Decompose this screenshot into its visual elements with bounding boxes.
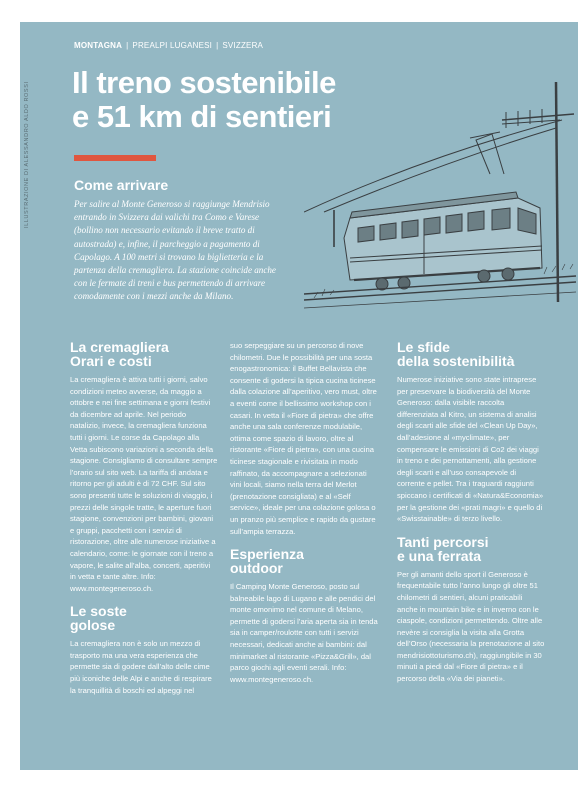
heading-percorsi-line-1: Tanti percorsi (397, 533, 489, 550)
heading-soste (70, 604, 218, 632)
heading-percorsi (397, 535, 545, 563)
heading-percorsi-line-2: e una ferrata (397, 547, 482, 564)
breadcrumb: MONTAGNA | PREALPI LUGANESI | SVIZZERA (74, 41, 264, 50)
paragraph-soste-continued: suo serpeggiare su un percorso di nove chilometri. Due le possibilità per una sosta enogastronomica: il Buffet Bellavista che consente di godersi la tipica cucina ticinese dalla colazione all’aperitivo, vero must, oltre a eventi come il bellissimo workshop con i casari. In vetta il «Fiore di pietra» che offre anche una sala conferenze modulabile, ottima come spazio di lavoro, oltre al ristorante «Fiore di pietra», con una cucina ticinese stagionale e rivisitata in modo raffinato, da accompagnare a selezionati vini locali, siamo nella terra del Merlot (prenotazione consigliata) e al «Self service», ideale per una colazione golosa o un pranzo più semplice e rapido da gustare sull’ampia terrazza. (230, 341, 377, 536)
heading-sostenibilita-line-1: Le sfide (397, 339, 450, 355)
rack-railway-train-sketch-icon (304, 62, 576, 312)
heading-cremagliera-line-2: Orari e costi (70, 353, 152, 369)
breadcrumb-country: SVIZZERA (222, 41, 264, 50)
paragraph-cremagliera: La cremagliera è attiva tutti i giorni, salvo condizioni meteo avverse, da maggio a ottobre e nei fine settimana e giorni festivi da dicembre ad aprile. Nel periodo natalizio, invece, la cremagliera funziona tutti i giorni. Le corse da Capolago alla Vetta subiscono variazioni a seconda della stagione. Consigliamo di consultare sempre l’orario sul sito web. La tariffa di andata e ritorno per gli adulti è di 72 CHF. Sul sito sono presenti tutte le soluzioni di viaggio, i prezzi delle singole tratte, le aperture fuori stagione, convenzioni per bambini, giovani e gruppi, pacchetti con i servizi di ristorazione, oltre alle numerose iniziative a calendario, come: le giornate con il treno a vapore, le salite all’alba, concerti, aperitivi in vetta e tante altre. Info: www.montegeneroso.ch. (70, 375, 218, 593)
paragraph-soste: La cremagliera non è solo un mezzo di trasporto ma una vera esperienza che permette sia di godere dall’alto delle cime più iconiche delle Alpi e anche di respirare la tranquillità di boschi ed alpeggi nel (70, 639, 212, 695)
column-2 (230, 340, 378, 695)
breadcrumb-area: PREALPI LUGANESI (132, 41, 213, 50)
paragraph-outdoor: Il Camping Monte Generoso, posto sul balneabile lago di Lugano e alle pendici del monte omonimo nel comune di Melano, permette di godersi l’aria aperta sia in tenda sia in camper/roulotte con tutti i servizi necessari, dedicati anche ai bambini: dal minimarket al ristorante «Pizza&Grill», dal parco giochi agli eventi serali. Info: www.montegeneroso.ch. (230, 582, 378, 684)
accent-bar (74, 155, 156, 161)
heading-outdoor-line-2: outdoor (230, 560, 283, 577)
paragraph-sostenibilita: Numerose iniziative sono state intraprese per preservare la biodiversità del Monte Generoso: dalla visibile raccolta differenziata al Kitro, un sistema di analisi degli scarti alle sfide del «Clean Up Day», dall’adesione al «myclimate», per compensare le emissioni di Co2 dei viaggi in treno e dei pernottamenti, alla gestione degli scarti e all’uso consapevole di corrente e pellet. Tra i traguardi raggiunti spiccano i certificati di «Natura&Economia» per la gestione dei «prati magri» e quello di «Swisstainable» di terzo livello. (397, 375, 544, 524)
heading-soste-line-2: golose (70, 617, 116, 634)
column-1 (70, 340, 218, 706)
title-line-2: e 51 km di sentieri (72, 99, 332, 134)
intro-paragraph: Per salire al Monte Generoso si raggiunge Mendrisio entrando in Svizzera dai valichi tra Como e Varese (bollino non necessario evitando il breve tratto di autostrada) e, infine, il parcheggio a pagamento di Capolago. A 100 metri si trovano la biglietteria e la partenza della cremagliera. La stazione coincide anche con le fermate di treni e bus permettendo di arrivare comodamente con i mezzi anche da Milano. (74, 199, 276, 302)
title-line-1: Il treno sostenibile (72, 65, 336, 100)
column-3 (397, 340, 545, 695)
heading-come-arrivare: Come arrivare (74, 177, 169, 193)
paragraph-percorsi: Per gli amanti dello sport il Generoso è frequentabile tutto l’anno lungo gli oltre 51 chilometri di sentieri, alcuni praticabili anche in mountain bike e in inverno con le ciaspole, condizioni permettendo. Oltre alle nevère si consiglia la visita alla Grotta dell’Orso (necessaria la prenotazione al sito mendrisiottoturismo.ch), raggiungibile in 30 minuti a piedi dal «Fiore di pietra» e il percorso della «Via dei pianeti». (397, 569, 545, 684)
heading-cremagliera-line-1: La cremagliera (70, 339, 169, 355)
heading-sostenibilita-line-2: della sostenibilità (397, 353, 515, 369)
heading-cremagliera (70, 340, 218, 368)
article-page (20, 22, 578, 770)
heading-soste-line-1: Le soste (70, 603, 127, 620)
heading-outdoor (230, 547, 378, 575)
heading-sostenibilita (397, 340, 545, 368)
illustration-credit: ILLUSTRAZIONE DI ALESSANDRO ALDO ROSSI (24, 81, 30, 228)
heading-outdoor-line-1: Esperienza (230, 546, 304, 563)
breadcrumb-section: MONTAGNA (74, 41, 123, 50)
